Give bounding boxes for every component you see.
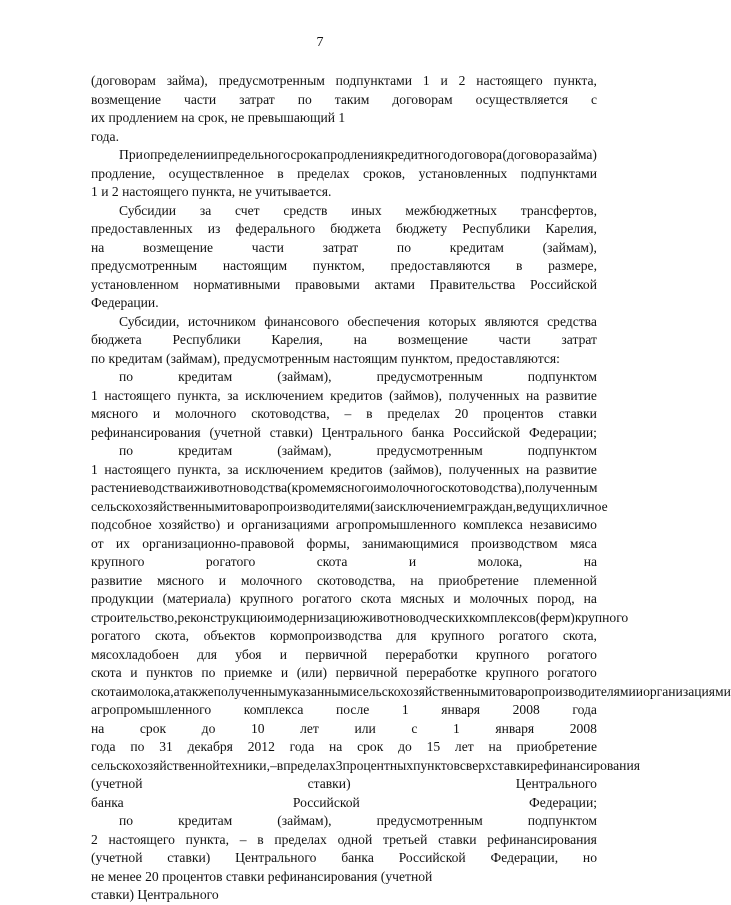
paragraph [91,313,597,369]
text-line: года. [91,128,119,144]
text-line: по кредитам (займам), предусмотренным подпунктом [119,813,597,828]
text-line: бюджета Республики Карелия, на возмещение части затрат [91,332,597,347]
text-line: 1 настоящего пункта, за исключением кредитов (займов), полученных на развитие [91,461,597,477]
text-line: развитие мясного и молочного скотоводства, на приобретение племенной [91,572,597,588]
text-line: предоставленных из федерального бюджета бюджету Республики Карелия, [91,221,597,236]
text-line: сельскохозяйственными товаропроизводителями (за исключением граждан, ведущих личное [91,498,608,514]
text-line: года по 31 декабря 2012 года на срок до 15 лет на приобретение [91,739,597,754]
paragraph [91,442,731,812]
text-line: подсобное хозяйство) и организациями агропромышленного комплекса независимо [91,517,597,532]
text-line: установленном нормативными правовыми актами Правительства Российской Федерации. [91,276,597,310]
text-line: крупного рогатого скота и молока, на [91,554,597,569]
text-line: рефинансирования (учетной ставки) Центрального банка Российской Федерации; [91,424,597,440]
text-line: При определении предельного срока продления кредитного договора (договора займа) [119,147,597,162]
text-line: продукции (материала) крупного рогатого скота мясных и молочных пород, на [91,591,597,606]
text-line: скота и пунктов по приемке и (или) первичной переработке крупного рогатого [91,665,597,680]
text-line: банка Российской Федерации; [91,794,597,810]
page-number: 7 [316,35,324,50]
paragraph [91,812,597,905]
paragraph [91,368,597,442]
text-line: мясохладобоен для убоя и первичной переработки крупного рогатого [91,646,597,662]
document-body [91,72,731,905]
paragraph [91,202,597,313]
text-line: (учетной ставки) Центрального [91,776,597,791]
text-line: растениеводства и животноводства (кроме мясного и молочного скотоводства), полученным [91,480,598,495]
text-line: их продлением на срок, не превышающий 1 [91,110,346,125]
text-line: Субсидии, источником финансового обеспечения которых являются средства [119,313,597,329]
text-line: возмещение части затрат по таким договорам осуществляется с [91,91,597,107]
text-line: по кредитам (займам), предусмотренным подпунктом [119,369,597,384]
text-line: агропромышленного комплекса после 1 января 2008 года [91,702,597,717]
text-line: продление, осуществленное в пределах сроков, установленных подпунктами [91,165,597,181]
text-line: не менее 20 процентов ставки рефинансирования (учетной [91,868,433,884]
paragraph [91,72,597,146]
text-line: строительство, реконструкцию и модернизацию животноводческих комплексов (ферм) крупного [91,609,629,625]
text-line: 1 настоящего пункта, за исключением кредитов (займов), полученных на развитие [91,387,597,403]
text-line: сельскохозяйственной техники, – в пределах 3 процентных пунктов сверх ставки рефинансирования [91,757,640,773]
text-line: мясного и молочного скотоводства, – в пределах 20 процентов ставки [91,406,597,421]
text-line: скота и молока, а также полученным указанными сельскохозяйственными товаропроизводителями и организациями [91,683,731,699]
text-line: (учетной ставки) Центрального банка Российской Федерации, но [91,850,597,865]
text-line: 2 настоящего пункта, – в пределах одной третьей ставки рефинансирования [91,831,597,847]
text-line: предусмотренным настоящим пунктом, предоставляются в размере, [91,258,597,273]
text-line: по кредитам (займам), предусмотренным подпунктом [119,443,597,458]
text-line: ставки) Центрального [91,887,219,902]
text-line: на срок до 10 лет или с 1 января 2008 [91,720,597,736]
text-line: (договорам займа), предусмотренным подпунктами 1 и 2 настоящего пункта, [91,73,597,88]
paragraph [91,146,597,202]
text-line: Субсидии за счет средств иных межбюджетных трансфертов, [119,202,597,218]
text-line: рогатого скота, объектов кормопроизводства для крупного рогатого скота, [91,628,597,643]
text-line: 1 и 2 настоящего пункта, не учитывается. [91,184,332,199]
text-line: от их организационно-правовой формы, занимающимися производством мяса [91,535,597,551]
text-line: по кредитам (займам), предусмотренным настоящим пунктом, предоставляются: [91,350,560,366]
text-line: на возмещение части затрат по кредитам (займам), [91,239,597,255]
